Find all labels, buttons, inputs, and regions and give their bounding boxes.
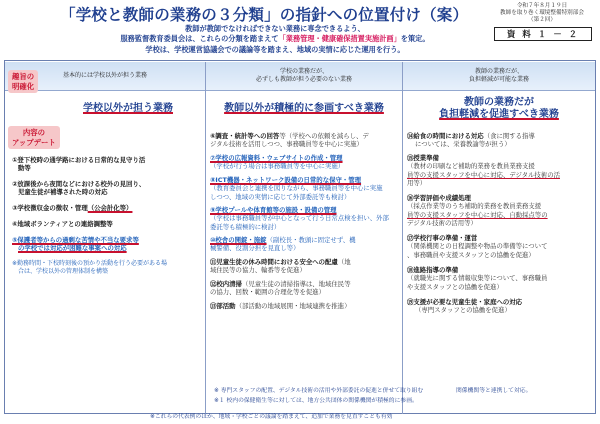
meeting-session: （第２回） (528, 17, 556, 24)
list-item: ⑤保護者等からの過剰な苦情や不当な要求等 の学校では対応が困難な事案への対応 (12, 236, 139, 253)
meeting-info (488, 3, 596, 25)
column-3-items (407, 130, 593, 400)
page-title: 「学校と教師の業務の３分類」の指針への位置付け（案） (60, 6, 469, 24)
column-1-title: 学校以外が担う業務 (83, 103, 173, 114)
intro-text (60, 24, 490, 55)
intro-line-1: 教師が教師でなければできない業務に専念できるよう、 (185, 24, 365, 33)
list-item: ⑭給食の時間における対応（食に関する指導 については、栄養教諭等が担う） (407, 132, 535, 149)
footnote-2: ※これらの代表例のほか、地域・学校ごとの議論を踏まえて、追加で業務を見直すことも有効 (150, 414, 393, 420)
list-item: ①登下校時の通学路における日常的な見守り活 動等 (12, 156, 146, 173)
list-item: ⑥調査・統計等への回答等（学校への依頼を減らし、デ ジタル技術を活用しつつ、事務職員等を中心に実施） (210, 132, 369, 149)
column-3-title: 教師の業務だが 負担軽減を促進すべき業務 (439, 97, 559, 120)
footnote-1: ※１ 校内の保健衛生等に対しては、地方公共団体の関係機関が積極的に参画。 (214, 398, 418, 404)
content-update-badge: 内容の アップデート (8, 126, 60, 149)
column-2-header: 学校の業務だが、 必ずしも教師が担う必要のない業務 (206, 62, 402, 91)
list-item: ⑪児童生徒の休み時間における安全への配慮（地 域住民等の協力、輪番等を促進） (210, 258, 351, 275)
purpose-clarification-badge: 趣旨の 明確化 (8, 70, 38, 93)
column-2-items (210, 130, 400, 400)
column-3-header: 教師の業務だが、 負担軽減が可能な業務 (403, 62, 595, 91)
list-item: ④地域ボランティアとの連絡調整等 (12, 220, 113, 228)
column-1-header: 基本的には学校以外が担う業務 (5, 62, 205, 91)
list-item: ⑲支援が必要な児童生徒・家庭への対応 （専門スタッフとの協働を促進） (407, 298, 523, 315)
list-item: ⑧ICT機器・ネットワーク設備の日常的な保守・管理 （教育委員会と連携を図りながら、事務職員等を中心に実施 しつつ、地域の実情に応じて外部委託等も検討） (210, 176, 383, 201)
column-2-title: 教師以外が積極的に参画すべき業務 (224, 103, 384, 114)
column-2-note: ※ 専門スタッフの配置、デジタル技術の活用や外部委託の促進と併せて取り組む (214, 388, 424, 394)
list-item: ②放課後から夜間などにおける校外の見回り、 児童生徒が補導された時の対応 (12, 180, 146, 197)
list-item: ⑩校舎の開錠・施錠（副校長・教頭に固定せず、機 械警備、役割分担を見直し等） (210, 236, 356, 253)
intro-line-2: 服務監督教育委員会は、これらの分類を踏まえて「業務管理・健康確保措置実施計画」を策定。 (120, 34, 430, 44)
meeting-name: 教師を取り巻く環境整備特別部会 (500, 10, 584, 17)
list-item: ⑮授業準備 （教材の印刷など補助的業務を教員業務支援 員等の支援スタッフを中心に対応、デジタル技術の活 用等） (407, 154, 560, 187)
column-1-items (12, 150, 202, 350)
list-item: ⑰学校行事の準備・運営 （関係機関との日程調整や物品の準備等について 、事務職員や支援スタッフとの協働を促進） (407, 234, 548, 259)
list-item: ⑦学校の広報資料・ウェブサイトの作成・管理 （学校が行う場合は事務職員等を中心に実施） (210, 154, 345, 171)
list-item: ⑬部活動（部活動の地域展開・地域連携を推進） (210, 302, 351, 310)
list-item: ⑫校内清掃（児童生徒の清掃指導は、地域住民等 の協力、回数・範囲の合理化等を促進） (210, 280, 351, 297)
column-3-note: 関係機関等と連携して対応。 (456, 388, 532, 394)
document-id: 資 料 １ － ２ (494, 27, 592, 41)
column-1-note: ※勤務時間・下校時刻後の預かり活動を行う必要がある場 合は、学校以外の管理体制を構築 (12, 260, 168, 275)
list-item: ⑯学習評価や成績処理 （採点作業等のうち補助的業務を教員業務支援 員等の支援スタッフを中心に対応、自動採点等の デジタル技術の活用等） (407, 194, 548, 227)
list-item: ③学校徴収金の徴収・管理（公会計化等） (12, 204, 133, 212)
list-item: ⑨学校プールや体育館等の施設・設備の管理 （学校は事務職員等が中心となって行う日常点検を担い、外部 委託等も積極的に検討） (210, 206, 389, 231)
intro-line-3: 学校は、学校運営協議会での議論等を踏まえ、地域の実情に応じた運用を行う。 (145, 44, 405, 54)
meeting-date: 令和７年８月１９日 (516, 3, 568, 9)
list-item: ⑱進路指導の準備 （就職先に関する情報収集等について、事務職員 や支援スタッフとの協働を促進） (407, 266, 548, 291)
plan-name: 「業務管理・健康確保措置実施計画」 (278, 34, 401, 44)
